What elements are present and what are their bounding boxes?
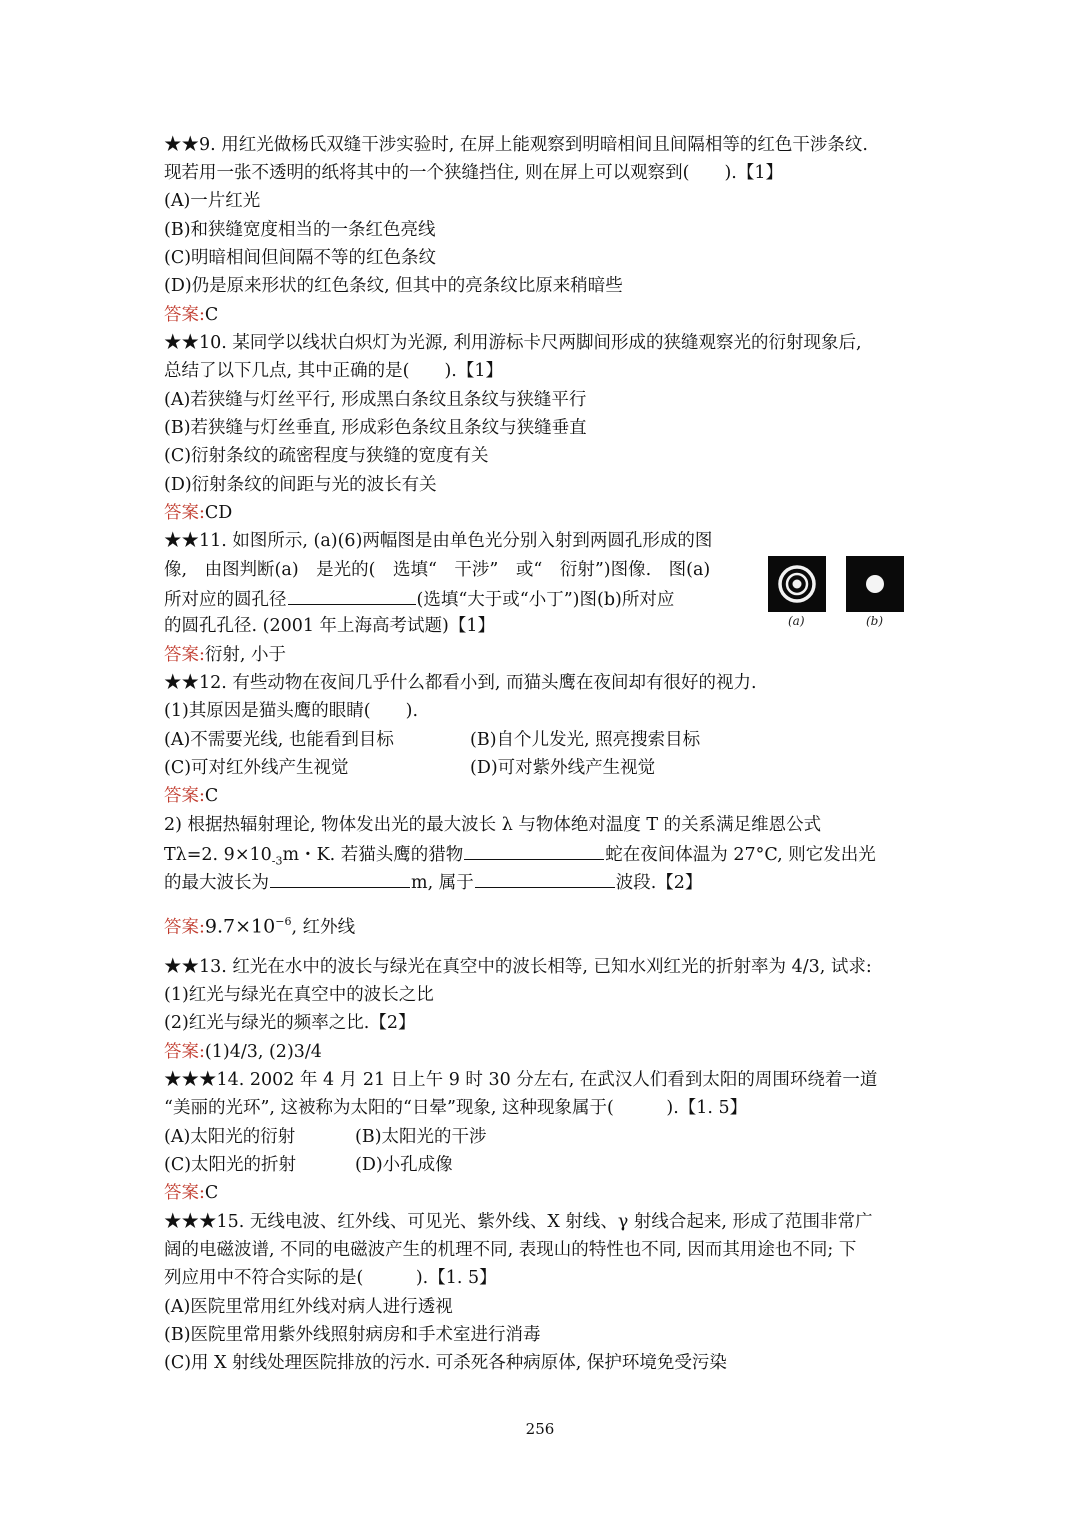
answer-label: 答案:	[164, 645, 205, 665]
q10-line1: ★★10. 某同学以线状白炽灯为光源, 利用游标卡尺两脚间形成的狭缝观察光的衍射现象后,	[164, 333, 862, 353]
q11-line3	[164, 586, 674, 612]
q12-part2-line3-mid: m, 属于	[411, 873, 474, 893]
q14-line1: ★★★14. 2002 年 4 月 21 日上午 9 时 30 分左右, 在武汉人们看到太阳的周围环绕着一道	[164, 1070, 878, 1090]
q11-line2: 像, 由图判断(a) 是光的( 选填“ 干涉” 或“ 衍射”)图像. 图(a)	[164, 560, 711, 580]
q10-option-a: (A)若狭缝与灯丝平行, 形成黑白条纹且条纹与狭缝平行	[164, 390, 587, 410]
page-number: 256	[525, 1420, 555, 1438]
q11-line4: 的圆孔孔径. (2001 年上海高考试题)【1】	[164, 616, 496, 636]
answer-label: 答案:	[164, 1042, 205, 1062]
q9-option-b: (B)和狭缝宽度相当的一条红色亮线	[164, 220, 436, 240]
diffraction-pattern-image	[768, 556, 826, 612]
q15-line1: ★★★15. 无线电波、红外线、可见光、紫外线、X 射线、γ 射线合起来, 形成了范围非常广	[164, 1212, 873, 1232]
q15-option-c: (C)用 X 射线处理医院排放的污水. 可杀死各种病原体, 保护环境免受污染	[164, 1353, 727, 1373]
q10-option-c: (C)衍射条纹的疏密程度与狭缝的宽度有关	[164, 446, 489, 466]
q12-option-row2	[164, 756, 656, 780]
q12-part2-line3-start: 的最大波长为	[164, 873, 269, 893]
q14-option-b: (B)太阳光的干涉	[355, 1127, 487, 1147]
answer-value: C	[204, 786, 219, 806]
answer-value-exponent: −6	[275, 915, 292, 928]
fill-blank	[464, 841, 604, 860]
q12-option-a: (A)不需要光线, 也能看到目标	[164, 730, 394, 750]
q14-answer	[164, 1181, 218, 1205]
q11-answer	[164, 643, 286, 667]
q15-line2: 阔的电磁波谱, 不同的电磁波产生的机理不同, 表现山的特性也不同, 因而其用途也不同; 下	[164, 1240, 857, 1260]
q14-option-a: (A)太阳光的衍射	[164, 1127, 296, 1147]
q12-option-d: (D)可对紫外线产生视觉	[470, 758, 656, 778]
answer-value: C	[204, 1183, 219, 1203]
q12-part2-line3-end: 波段.【2】	[615, 873, 703, 893]
figure-label-b: (b)	[866, 614, 884, 628]
q13-line3: (2)红光与绿光的频率之比.【2】	[164, 1013, 416, 1033]
q12-part2-line2-end: 蛇在夜间体温为 27°C, 则它发出光	[605, 845, 876, 865]
q9-answer	[164, 303, 218, 327]
answer-label: 答案:	[164, 503, 205, 523]
q11-line1: ★★11. 如图所示, (a)(6)两幅图是由单色光分别入射到两圆孔形成的图	[164, 531, 713, 551]
q9-option-c: (C)明暗相间但间隔不等的红色条纹	[164, 248, 437, 268]
q15-option-b: (B)医院里常用紫外线照射病房和手术室进行消毒	[164, 1325, 541, 1345]
q12-answer2	[164, 910, 355, 939]
q11-line3-end: (选填“大于或“小丁”)图(b)所对应	[416, 590, 675, 610]
answer-label: 答案:	[164, 305, 205, 325]
q15-option-a: (A)医院里常用红外线对病人进行透视	[164, 1297, 453, 1317]
ring-pattern-icon	[768, 556, 826, 612]
q12-answer	[164, 784, 218, 808]
q12-part2-line3	[164, 869, 702, 895]
formula-text: Tλ=2. 9×10	[164, 845, 272, 865]
q14-option-d: (D)小孔成像	[355, 1155, 453, 1175]
q10-option-b: (B)若狭缝与灯丝垂直, 形成彩色条纹且条纹与狭缝垂直	[164, 418, 587, 438]
answer-value-tail: , 红外线	[291, 917, 356, 938]
q13-line1: ★★13. 红光在水中的波长与绿光在真空中的波长相等, 已知水刈红光的折射率为 4/3, 试求:	[164, 957, 872, 977]
fill-blank	[288, 586, 416, 605]
q14-line2: “美丽的光环”, 这被称为太阳的“日晕”现象, 这种现象属于( ).【1. 5】	[164, 1098, 748, 1118]
bright-spot-icon	[846, 556, 904, 612]
formula-unit-text: m・K. 若猫头鹰的猎物	[282, 845, 464, 865]
q9-line1: ★★9. 用红光做杨氏双缝干涉实验时, 在屏上能观察到明暗相间且间隔相等的红色干涉条纹.	[164, 135, 868, 155]
answer-value: 衍射, 小于	[204, 645, 287, 665]
q14-option-row1	[164, 1125, 487, 1149]
q10-answer	[164, 501, 232, 525]
formula-exponent: -3	[271, 854, 283, 868]
answer-label: 答案:	[164, 917, 205, 938]
q14-option-row2	[164, 1153, 453, 1177]
figure-label-a: (a)	[788, 614, 805, 628]
answer-label: 答案:	[164, 786, 205, 806]
q12-line1: ★★12. 有些动物在夜间几乎什么都看小到, 而猫头鹰在夜间却有很好的视力.	[164, 673, 757, 693]
bright-spot-image	[846, 556, 904, 612]
answer-value: CD	[204, 503, 233, 523]
q11-figure	[766, 556, 906, 630]
q12-part2-line1: 2) 根据热辐射理论, 物体发出光的最大波长 λ 与物体绝对温度 T 的关系满足维恩公式	[164, 815, 822, 835]
fill-blank	[475, 869, 615, 888]
q10-option-d: (D)衍射条纹的间距与光的波长有关	[164, 475, 437, 495]
fill-blank	[270, 869, 410, 888]
answer-label: 答案:	[164, 1183, 205, 1203]
q9-option-d: (D)仍是原来形状的红色条纹, 但其中的亮条纹比原来稍暗些	[164, 276, 623, 296]
q14-option-c: (C)太阳光的折射	[164, 1155, 297, 1175]
answer-value-base: 9.7×10	[204, 915, 276, 938]
q12-option-c: (C)可对红外线产生视觉	[164, 758, 349, 778]
q12-option-row1	[164, 728, 701, 752]
q13-answer	[164, 1040, 322, 1064]
q13-line2: (1)红光与绿光在真空中的波长之比	[164, 985, 434, 1005]
q12-line2: (1)其原因是猫头鹰的眼睛( ).	[164, 701, 419, 721]
answer-value: C	[204, 305, 219, 325]
q12-option-b: (B)自个儿发光, 照亮搜索目标	[470, 730, 701, 750]
q9-option-a: (A)一片红光	[164, 191, 261, 211]
q15-line3: 列应用中不符合实际的是( ).【1. 5】	[164, 1268, 497, 1288]
answer-value: (1)4/3, (2)3/4	[204, 1042, 322, 1062]
q11-line3-start: 所对应的圆孔径	[164, 590, 287, 610]
q10-line2: 总结了以下几点, 其中正确的是( ).【1】	[164, 361, 503, 381]
q9-line2: 现若用一张不透明的纸将其中的一个狭缝挡住, 则在屏上可以观察到( ).【1】	[164, 163, 783, 183]
